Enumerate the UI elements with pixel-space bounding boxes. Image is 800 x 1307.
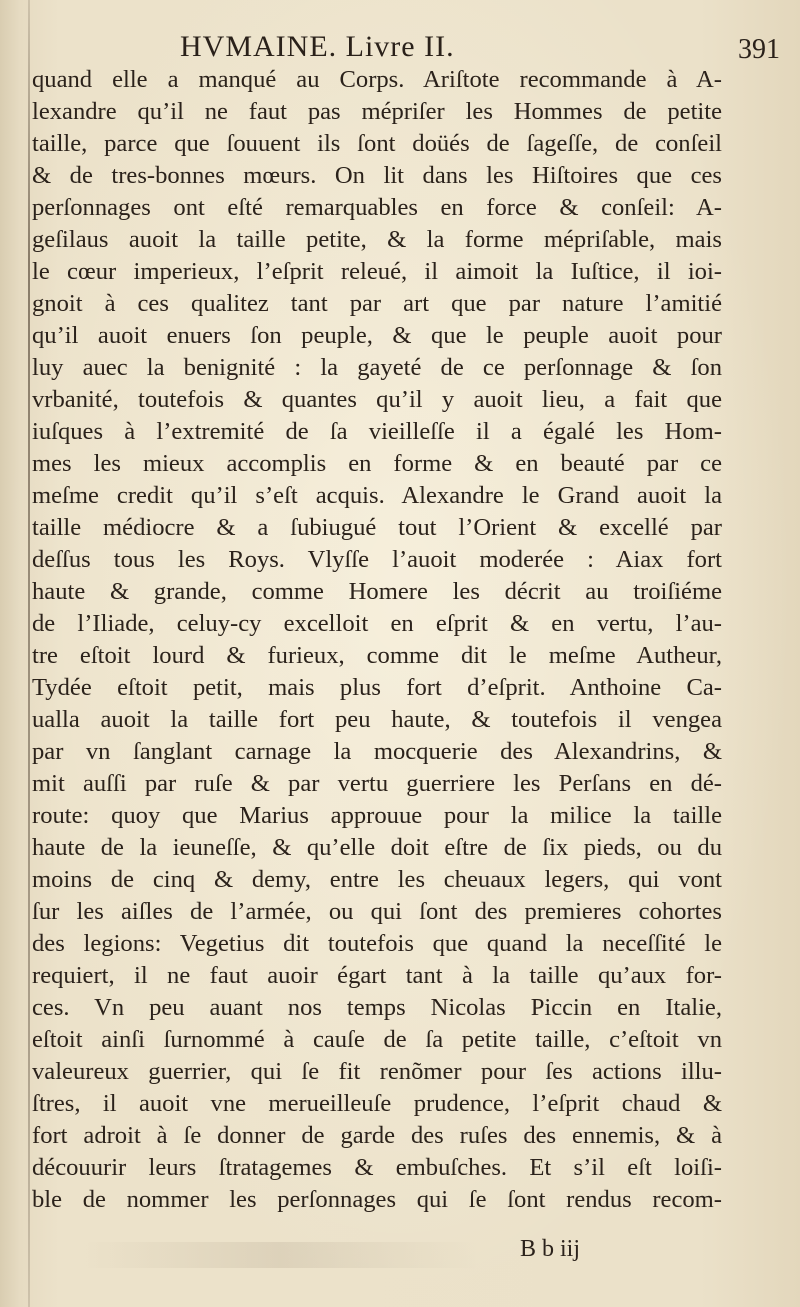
signature-mark: B b iij bbox=[520, 1236, 581, 1262]
text-line: par vn ſanglant carnage la mocquerie des Alexandrins, & bbox=[32, 738, 722, 765]
text-line: requiert, il ne faut auoir égart tant à la taille qu’aux for- bbox=[32, 962, 722, 989]
text-line: lexandre qu’il ne faut pas mépriſer les Hommes de petite bbox=[32, 98, 722, 125]
text-line: ces. Vn peu auant nos temps Nicolas Piccin en Italie, bbox=[32, 994, 722, 1021]
text-line: perſonnages ont eſté remarquables en force & conſeil: A- bbox=[32, 194, 722, 221]
text-line: qu’il auoit enuers ſon peuple, & que le peuple auoit pour bbox=[32, 322, 722, 349]
page-gutter-edge bbox=[28, 0, 30, 1307]
text-line: gnoit à ces qualitez tant par art que par nature l’amitié bbox=[32, 290, 722, 317]
text-line: iuſques à l’extremité de ſa vieilleſſe il a égalé les Hom- bbox=[32, 418, 722, 445]
ink-bleed-through bbox=[80, 1242, 480, 1268]
text-line: découurir leurs ſtratagemes & embuſches. Et s’il eſt loiſi- bbox=[32, 1154, 722, 1181]
text-line: & de tres-bonnes mœurs. On lit dans les Hiſtoires que ces bbox=[32, 162, 722, 189]
page-header bbox=[40, 30, 780, 66]
text-line: de l’Iliade, celuy-cy excelloit en eſprit & en vertu, l’au- bbox=[32, 610, 722, 637]
text-line: mes les mieux accomplis en forme & en beauté par ce bbox=[32, 450, 722, 477]
text-line: quand elle a manqué au Corps. Ariſtote recommande à A- bbox=[32, 66, 722, 93]
text-line: meſme credit qu’il s’eſt acquis. Alexandre le Grand auoit la bbox=[32, 482, 722, 509]
text-line: geſilaus auoit la taille petite, & la forme mépriſable, mais bbox=[32, 226, 722, 253]
text-line: Tydée eſtoit petit, mais plus fort d’eſprit. Anthoine Ca- bbox=[32, 674, 722, 701]
text-line: deſſus tous les Roys. Vlyſſe l’auoit moderée : Aiax fort bbox=[32, 546, 722, 573]
text-line: moins de cinq & demy, entre les cheuaux legers, qui vont bbox=[32, 866, 722, 893]
text-line: ſur les aiſles de l’armée, ou qui ſont des premieres cohortes bbox=[32, 898, 722, 925]
page-number: 391 bbox=[738, 34, 780, 65]
running-head: HVMAINE. Livre II. bbox=[180, 30, 455, 63]
text-line: route: quoy que Marius approuue pour la milice la taille bbox=[32, 802, 722, 829]
text-line: tre eſtoit lourd & furieux, comme dit le meſme Autheur, bbox=[32, 642, 722, 669]
text-line: taille, parce que ſouuent ils ſont doüés de ſageſſe, de conſeil bbox=[32, 130, 722, 157]
text-line: le cœur imperieux, l’eſprit releué, il aimoit la Iuſtice, il ioi- bbox=[32, 258, 722, 285]
text-line: ualla auoit la taille fort peu haute, & toutefois il vengea bbox=[32, 706, 722, 733]
text-line: ſtres, il auoit vne merueilleuſe prudence, l’eſprit chaud & bbox=[32, 1090, 722, 1117]
text-line: valeureux guerrier, qui ſe fit renõmer pour ſes actions illu- bbox=[32, 1058, 722, 1085]
text-line: haute de la ieuneſſe, & qu’elle doit eſtre de ſix pieds, ou du bbox=[32, 834, 722, 861]
text-line: vrbanité, toutefois & quantes qu’il y auoit lieu, a fait que bbox=[32, 386, 722, 413]
text-line: haute & grande, comme Homere les décrit au troiſiéme bbox=[32, 578, 722, 605]
text-line: fort adroit à ſe donner de garde des ruſes des ennemis, & à bbox=[32, 1122, 722, 1149]
text-line: eſtoit ainſi ſurnommé à cauſe de ſa petite taille, c’eſtoit vn bbox=[32, 1026, 722, 1053]
text-line: ble de nommer les perſonnages qui ſe ſont rendus recom- bbox=[32, 1186, 722, 1213]
text-line: des legions: Vegetius dit toutefois que quand la neceſſité le bbox=[32, 930, 722, 957]
body-text bbox=[32, 64, 722, 1216]
text-line: luy auec la benignité : la gayeté de ce perſonnage & ſon bbox=[32, 354, 722, 381]
text-line: taille médiocre & a ſubiugué tout l’Orient & excellé par bbox=[32, 514, 722, 541]
text-line: mit auſſi par ruſe & par vertu guerriere les Perſans en dé- bbox=[32, 770, 722, 797]
